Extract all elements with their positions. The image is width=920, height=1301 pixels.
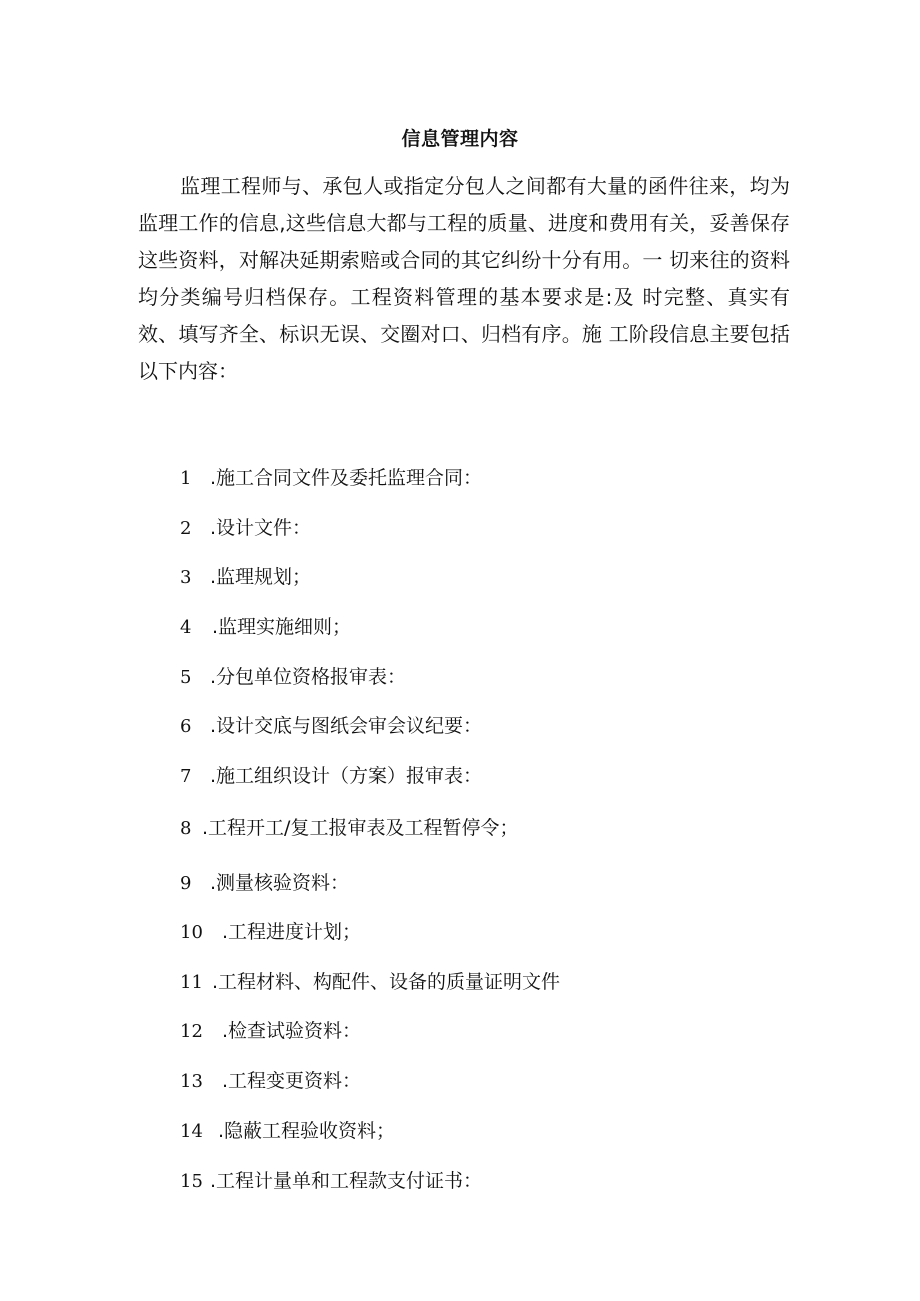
list-item xyxy=(180,665,406,690)
list-item xyxy=(180,764,482,789)
item-number: 2 xyxy=(180,518,192,539)
item-number: 12 xyxy=(180,1021,203,1042)
list-item xyxy=(180,1119,395,1144)
item-number: 3 xyxy=(180,567,192,588)
item-text: .工程开工/复工报审表及工程暂停令； xyxy=(202,817,519,839)
list-item xyxy=(180,714,482,739)
item-text: .设计交底与图纸会审会议纪要： xyxy=(210,715,483,737)
item-number: 1 xyxy=(180,468,192,489)
item-number: 7 xyxy=(180,766,192,787)
item-text: .隐蔽工程验收资料； xyxy=(218,1120,396,1142)
list-item xyxy=(180,1069,361,1094)
list-item xyxy=(180,516,311,541)
item-text: .施工合同文件及委托监理合同： xyxy=(210,467,483,489)
item-text: .测量核验资料： xyxy=(210,872,350,894)
list-item xyxy=(180,871,349,896)
item-text: .设计文件： xyxy=(210,517,312,539)
item-number: 13 xyxy=(180,1071,203,1092)
item-number: 11 xyxy=(180,972,203,993)
item-text: .施工组织设计（方案）报审表： xyxy=(210,765,483,787)
item-text: .工程计量单和工程款支付证书： xyxy=(210,1170,483,1192)
item-number: 6 xyxy=(180,716,192,737)
item-text: .工程材料、构配件、设备的质量证明文件 xyxy=(212,971,561,993)
item-number: 9 xyxy=(180,873,192,894)
list-item xyxy=(180,1019,361,1044)
list-item xyxy=(180,466,482,491)
list-item xyxy=(180,1169,482,1194)
item-text: .检查试验资料： xyxy=(222,1020,362,1042)
page-title: 信息管理内容 xyxy=(401,128,519,150)
item-text: .工程进度计划； xyxy=(222,921,362,943)
item-number: 4 xyxy=(180,617,192,638)
item-number: 10 xyxy=(180,922,203,943)
list-item xyxy=(180,920,361,945)
item-number: 8 xyxy=(180,818,192,839)
item-number: 14 xyxy=(180,1121,203,1142)
item-text: .监理规划； xyxy=(210,566,312,588)
list-item xyxy=(180,565,311,590)
item-number: 5 xyxy=(180,667,192,688)
item-text: .监理实施细则； xyxy=(212,616,352,638)
intro-paragraph: 监理工程师与、承包人或指定分包人之间都有大量的函件往来，均为监理工作的信息,这些信息大都与工程的质量、进度和费用有关，妥善保存这些资料，对解决延期索赔或合同的其它纠纷十分有用。一 切来往的资料均分类编号归档保存。工程资料管理的基本要求是:及 时完整、真实有效、填写齐全、标识无误、交圈对口、归档有序。施 工阶段信息主要包括以下内容： xyxy=(138,174,790,383)
item-number: 15 xyxy=(180,1171,203,1192)
list-item xyxy=(180,615,351,640)
list-item xyxy=(180,816,518,841)
item-text: .工程变更资料： xyxy=(222,1070,362,1092)
list-item xyxy=(180,970,560,995)
item-text: .分包单位资格报审表： xyxy=(210,666,407,688)
